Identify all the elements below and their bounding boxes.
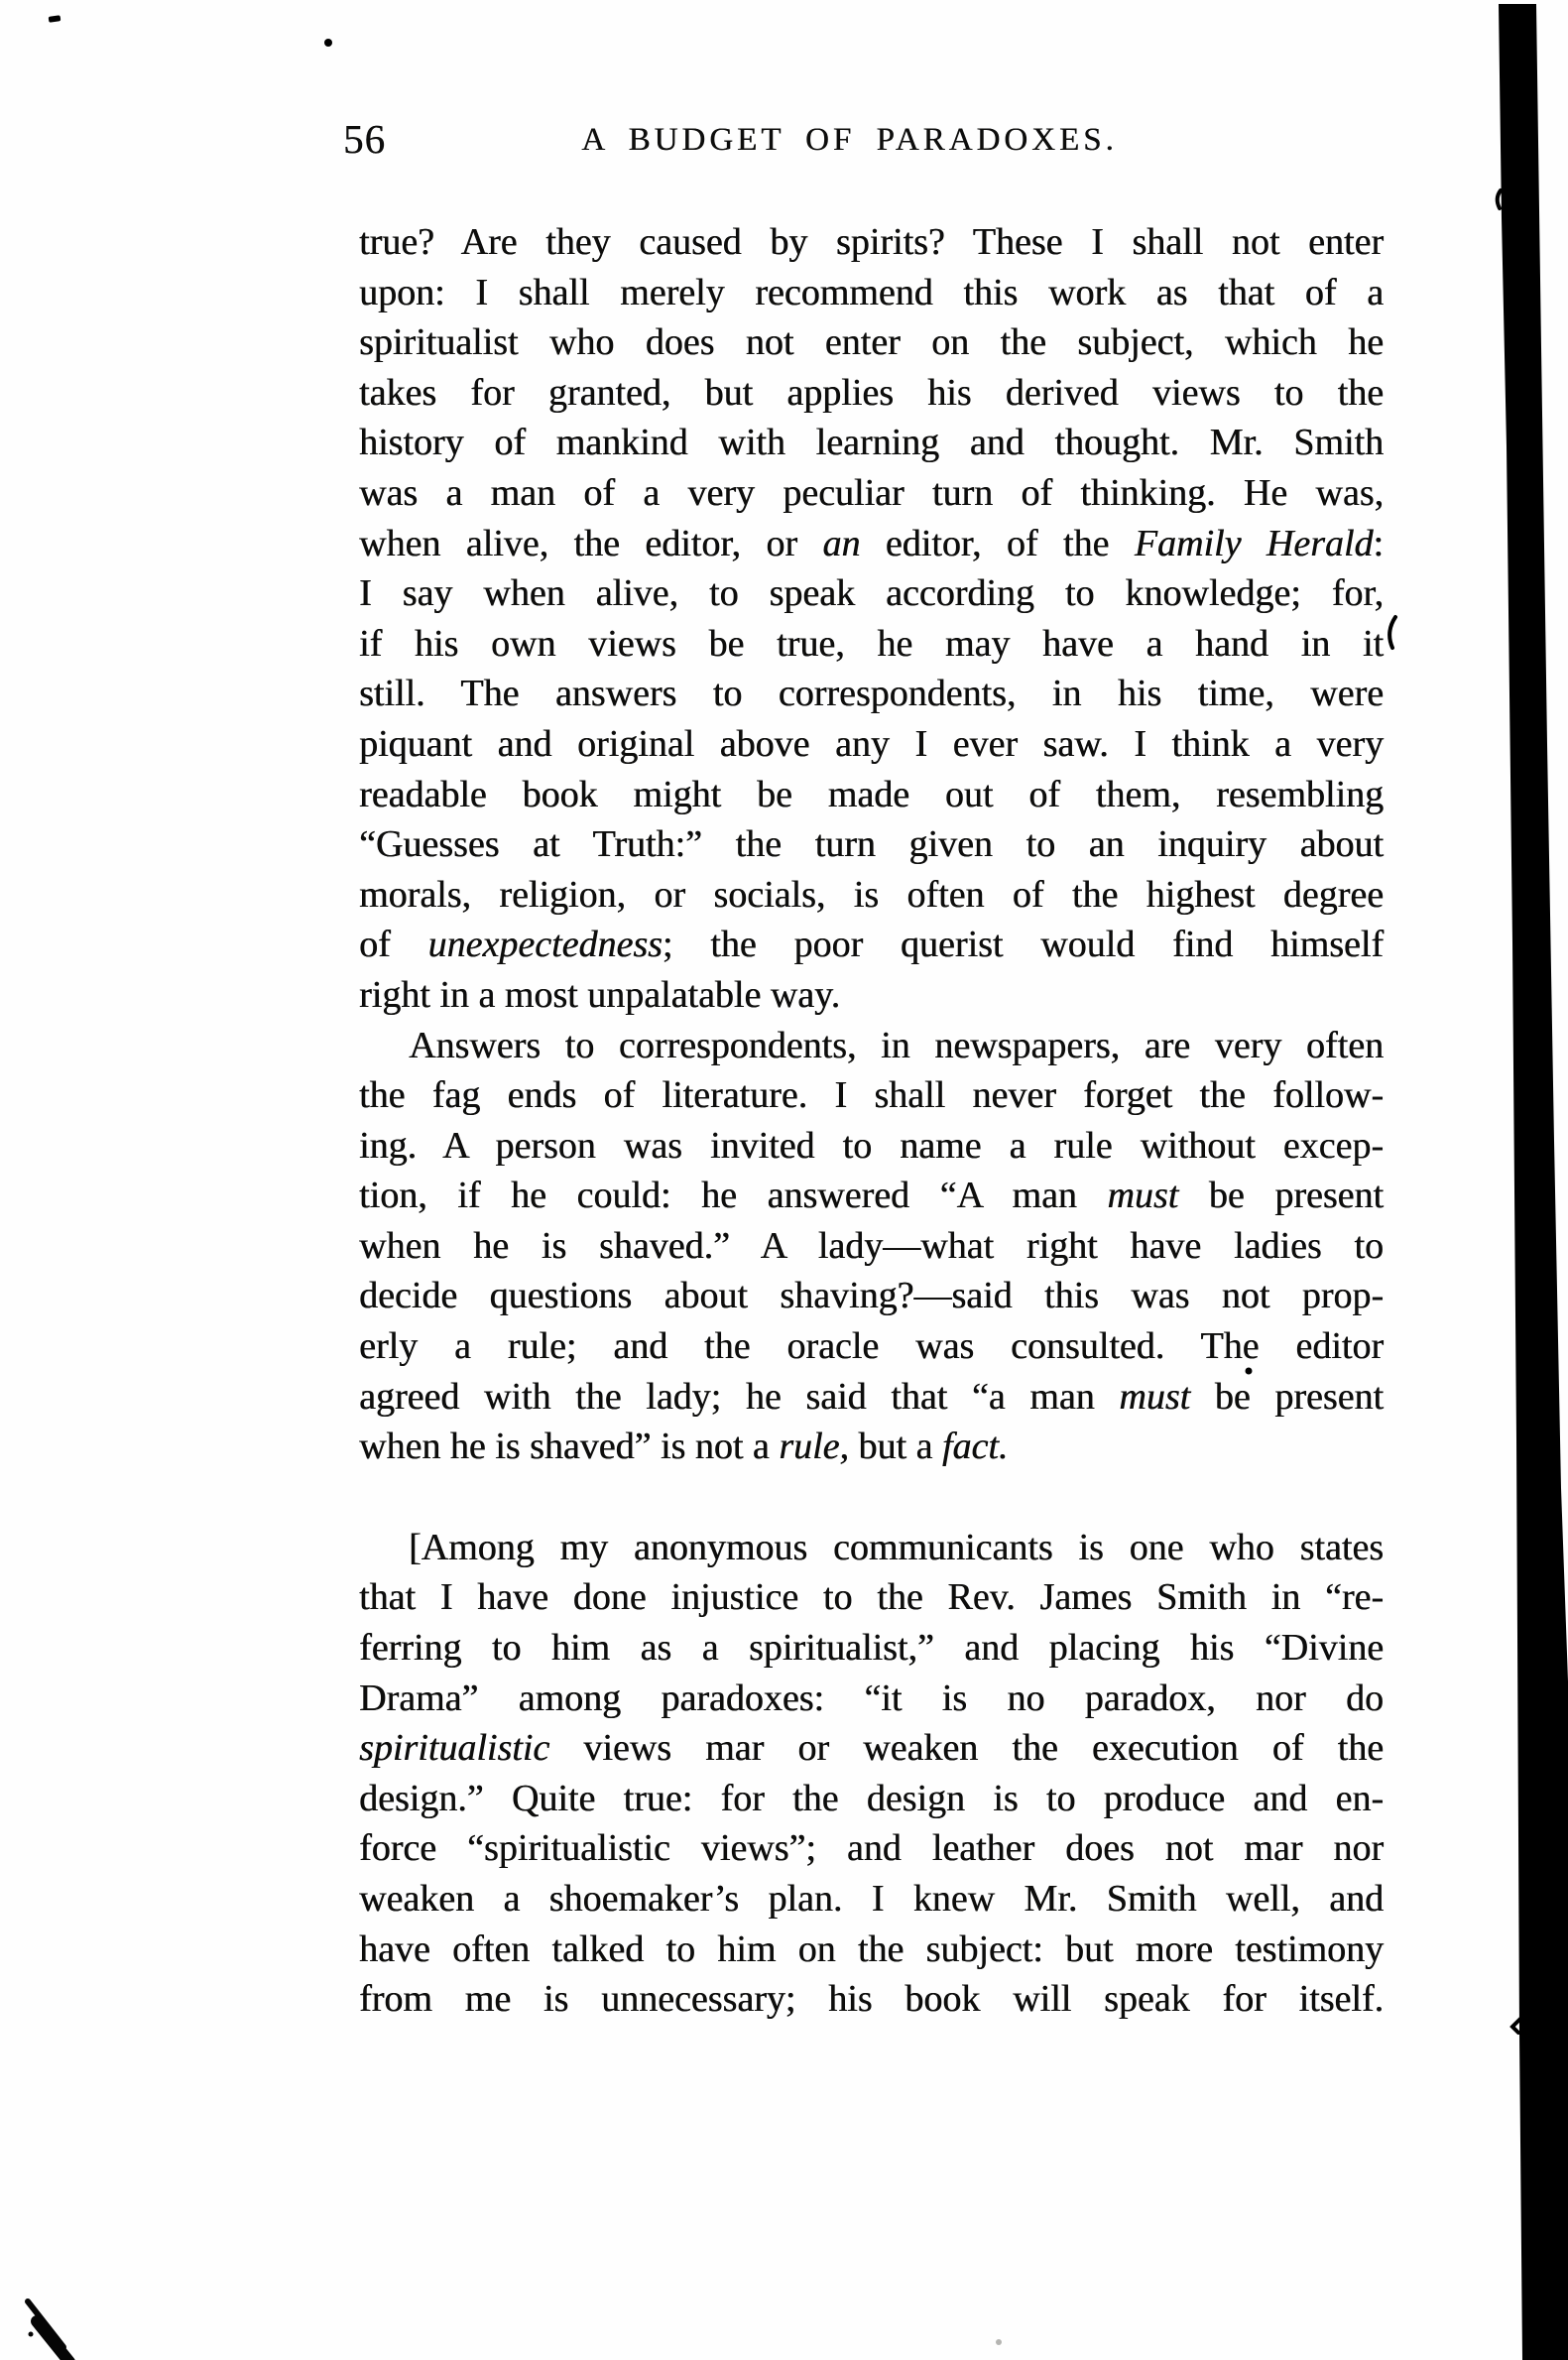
- text-segment: must: [1107, 1175, 1179, 1217]
- page-number: 56: [343, 116, 386, 162]
- text-segment: piquant and original above any I ever saw. I think a very: [359, 722, 1384, 765]
- text-segment: I say when alive, to speak according to knowledge; for,: [359, 572, 1384, 615]
- text-line: [359, 1925, 1384, 1975]
- text-segment: still. The answers to correspondents, in his time, were: [359, 673, 1384, 715]
- text-segment: but a: [848, 1426, 942, 1468]
- text-line: [359, 1572, 1384, 1623]
- pen-stroke-artifact: [29, 2332, 34, 2337]
- text-line: [359, 519, 1384, 569]
- text-line: [359, 1070, 1384, 1121]
- text-segment: right in a most unpalatable way.: [359, 973, 841, 1016]
- text-segment: fact.: [941, 1426, 1009, 1468]
- text-line: [359, 1774, 1384, 1824]
- running-head: [343, 116, 1384, 163]
- text-segment: takes for granted, but applies his derived views to the: [359, 371, 1384, 414]
- text-segment: when he is shaved” is not a: [359, 1426, 780, 1468]
- text-segment: ing. A person was invited to name a rule without excep-: [359, 1124, 1384, 1167]
- text-line: [359, 1221, 1384, 1272]
- text-segment: erly a rule; and the oracle was consulted. The editor: [359, 1325, 1384, 1368]
- text-line: [359, 1523, 1384, 1573]
- pen-stroke-artifact: [37, 2321, 69, 2360]
- ink-tick-artifact: [1389, 617, 1395, 648]
- text-line: [359, 268, 1384, 318]
- text-segment: agreed with the lady; he said that “a man: [359, 1375, 1120, 1418]
- text-segment: editor, of the: [860, 522, 1135, 564]
- text-line: [359, 468, 1384, 519]
- text-segment: upon: I shall merely recommend this work as that of a: [359, 271, 1384, 313]
- text-segment: be present: [1190, 1375, 1384, 1418]
- text-line: [359, 1674, 1384, 1724]
- text-line: [359, 1372, 1384, 1423]
- text-segment: that I have done injustice to the Rev. James Smith in “re-: [359, 1576, 1384, 1619]
- text-line: [359, 568, 1384, 619]
- text-segment: have often talked to him on the subject: but more testimony: [359, 1927, 1384, 1970]
- text-segment: Answers to correspondents, in newspapers, are very often: [409, 1024, 1384, 1066]
- text-segment: “Guesses at Truth:” the turn given to an inquiry about: [359, 823, 1384, 866]
- text-segment: Family Herald: [1134, 522, 1374, 564]
- text-segment: force “spiritualistic views”; and leather does not mar nor: [359, 1827, 1384, 1870]
- text-line: [359, 317, 1384, 368]
- text-line: [359, 1422, 1384, 1472]
- ink-tick-artifact: [1498, 190, 1501, 208]
- text-segment: decide questions about shaving?—said this was not prop-: [359, 1275, 1384, 1317]
- text-segment: must: [1119, 1375, 1191, 1418]
- text-segment: if his own views be true, he may have a hand in it: [359, 622, 1384, 665]
- text-line: [359, 1623, 1384, 1674]
- text-segment: when he is shaved.” A lady—what right have ladies to: [359, 1224, 1384, 1267]
- text-line: [359, 1723, 1384, 1774]
- text-line: [359, 619, 1384, 670]
- text-line: [359, 669, 1384, 719]
- text-segment: tion, if he could: he answered “A man: [359, 1175, 1108, 1217]
- ink-speck-artifact: [996, 2339, 1002, 2345]
- text-line: [359, 870, 1384, 921]
- text-segment: morals, religion, or socials, is often of the highest degree: [359, 873, 1384, 916]
- text-segment: readable book might be made out of them, resembling: [359, 773, 1384, 815]
- ink-tick-artifact: [1512, 2019, 1520, 2033]
- text-segment: was a man of a very peculiar turn of thinking. He was,: [359, 471, 1384, 514]
- text-line: [359, 1874, 1384, 1925]
- text-line: [359, 770, 1384, 820]
- text-segment: weaken a shoemaker’s plan. I knew Mr. Smith well, and: [359, 1878, 1384, 1920]
- text-segment: history of mankind with learning and thought. Mr. Smith: [359, 422, 1384, 464]
- text-segment: from me is unnecessary; his book will speak for itself.: [359, 1978, 1384, 2021]
- text-line: [359, 819, 1384, 870]
- text-segment: views mar or weaken the execution of the: [549, 1727, 1384, 1770]
- text-line: [359, 1171, 1384, 1221]
- text-segment: true? Are they caused by spirits? These I shall not enter: [359, 221, 1384, 263]
- text-line: [359, 217, 1384, 268]
- text-segment: :: [1373, 522, 1384, 564]
- text-line: [359, 1271, 1384, 1321]
- text-line: [359, 719, 1384, 770]
- text-segment: Drama” among paradoxes: “it is no paradox, nor do: [359, 1677, 1384, 1719]
- scan-gutter-bar: [1499, 4, 1568, 2360]
- ink-dot-artifact: [324, 39, 332, 47]
- text-line: [359, 1021, 1384, 1071]
- text-segment: be present: [1178, 1175, 1384, 1217]
- text-line: [359, 1974, 1384, 2025]
- paragraph: [359, 1021, 1384, 1472]
- text-segment: ferring to him as a spiritualist,” and placing his “Divine: [359, 1627, 1384, 1670]
- text-segment: when alive, the editor, or: [359, 522, 823, 564]
- text-line: [359, 920, 1384, 970]
- text-segment: spiritualistic: [359, 1727, 550, 1770]
- text-segment: an: [822, 522, 861, 564]
- text-segment: ; the poor querist would find himself: [662, 924, 1384, 966]
- text-segment: of: [359, 924, 428, 966]
- text-line: [359, 1823, 1384, 1874]
- paragraph: [359, 1523, 1384, 2025]
- text-segment: rule,: [779, 1426, 849, 1468]
- paragraph: [359, 217, 1384, 1021]
- text-segment: unexpectedness: [427, 924, 663, 966]
- text-block: [359, 217, 1384, 2025]
- text-line: [359, 368, 1384, 419]
- text-segment: design.” Quite true: for the design is to produce and en-: [359, 1777, 1384, 1819]
- running-title: A BUDGET OF PARADOXES.: [581, 122, 1118, 158]
- text-line: [359, 1321, 1384, 1372]
- text-segment: spiritualist who does not enter on the subject, which he: [359, 321, 1384, 364]
- text-line: [359, 418, 1384, 468]
- text-segment: the fag ends of literature. I shall never forget the follow-: [359, 1074, 1384, 1117]
- text-line: [359, 1121, 1384, 1172]
- pen-stroke-artifact: [28, 2301, 63, 2347]
- text-line: [359, 970, 1384, 1021]
- text-segment: [Among my anonymous communicants is one who states: [409, 1526, 1384, 1568]
- ink-dash-artifact: [49, 15, 61, 23]
